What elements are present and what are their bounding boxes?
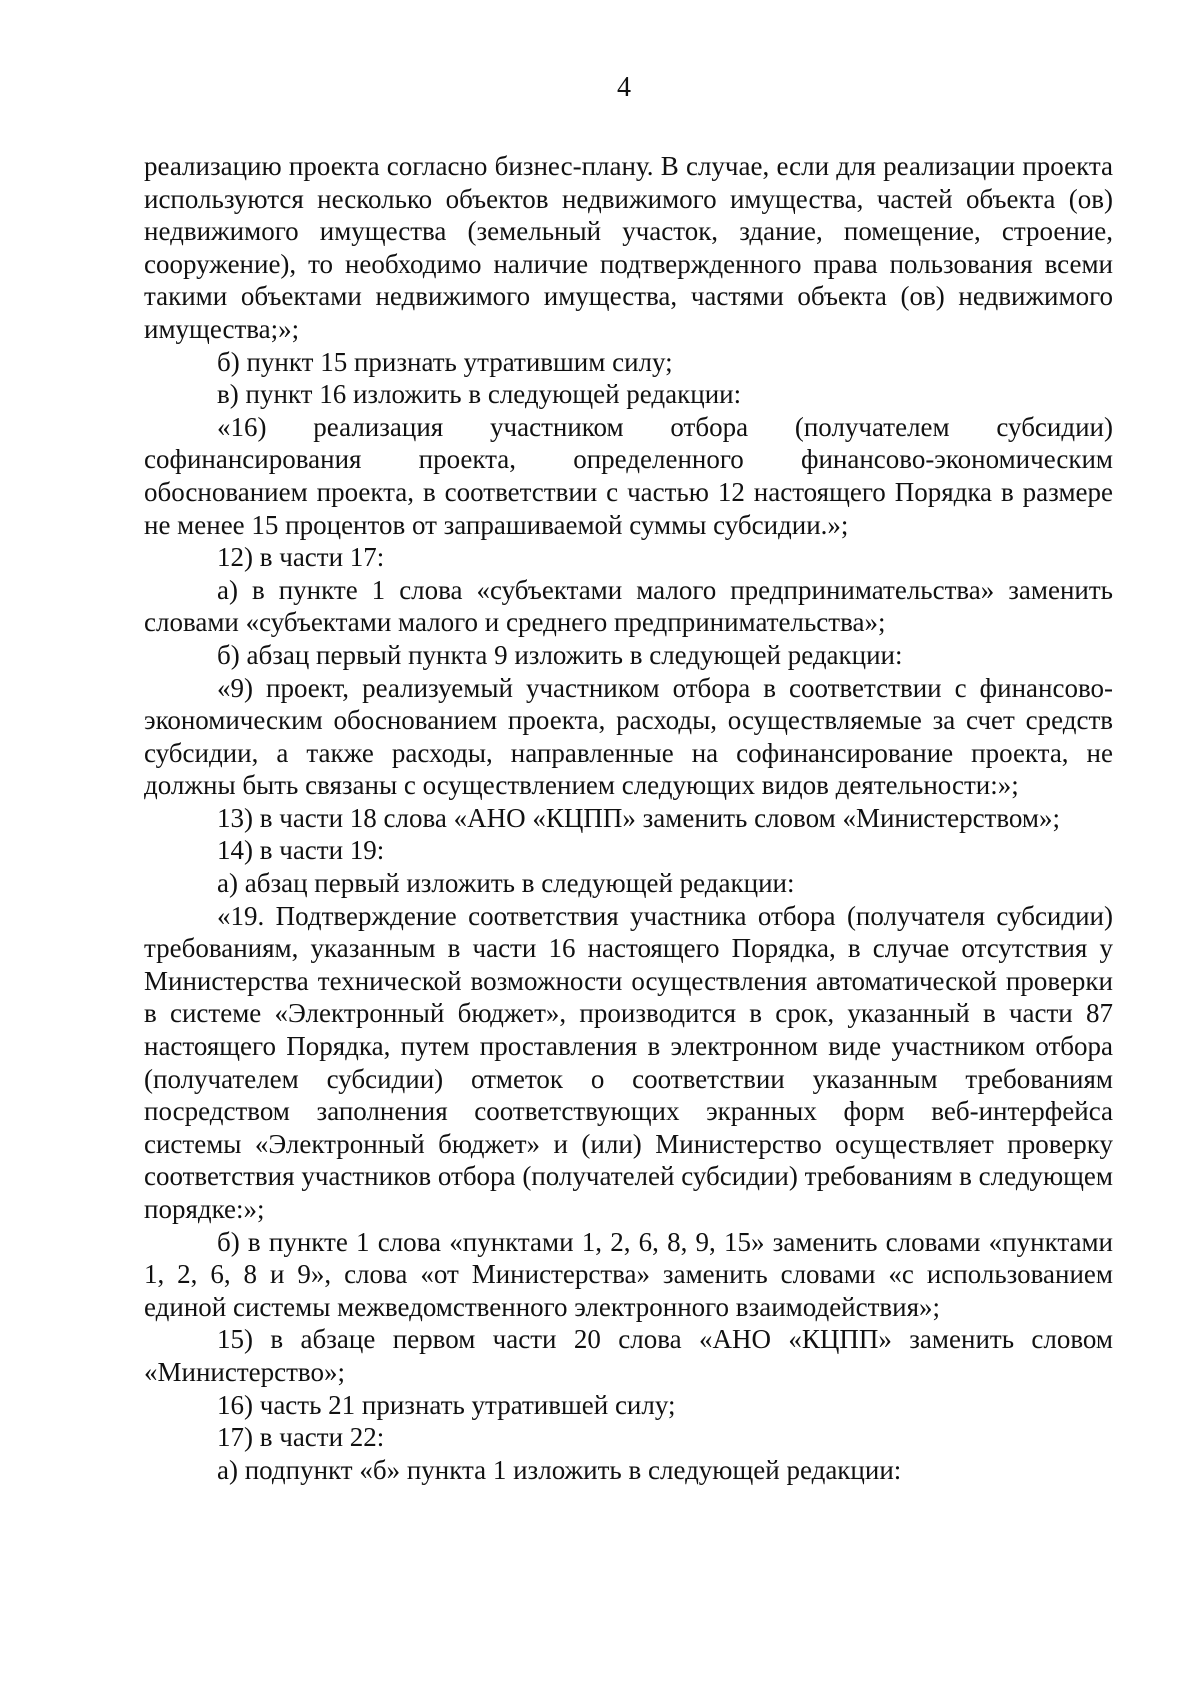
paragraph-item-a-17: а) в пункте 1 слова «субъектами малого предпринимательства» заменить словами «субъектами малого и среднего предпринимательства»; <box>144 574 1113 638</box>
paragraph-item-v-16: в) пункт 16 изложить в следующей редакции: <box>217 379 742 410</box>
paragraph-quote-19: «19. Подтверждение соответствия участника отбора (получателя субсидии) требованиям, указанным в части 16 настоящего Порядка, в случае отсутствия у Министерства технической возможности осуществления автоматической проверки в системе «Электронный бюджет», производится в срок, указанный в части 87 настоящего Порядка, путем проставления в электронном виде участником отбора (получателем субсидии) отметок о соответствии указанным требованиям посредством заполнения соответствующих экранных форм веб-интерфейса системы «Электронный бюджет» и (или) Министерство осуществляет проверку соответствия участников отбора (получателей субсидии) требованиям в следующем порядке:»; <box>144 900 1113 1224</box>
paragraph-item-b-15: б) пункт 15 признать утратившим силу; <box>217 346 673 377</box>
paragraph-item-a-19: а) абзац первый изложить в следующей редакции: <box>217 868 795 899</box>
paragraph-item-17: 17) в части 22: <box>217 1422 385 1453</box>
paragraph-item-13: 13) в части 18 слова «АНО «КЦПП» заменить словом «Министерством»; <box>217 802 1060 833</box>
paragraph-quote-16: «16) реализация участником отбора (получателем субсидии) софинансирования проекта, определенного финансово-экономическим обоснованием проекта, в соответствии с частью 12 настоящего Порядка в размере не менее 15 процентов от запрашиваемой суммы субсидии.»; <box>144 411 1113 540</box>
document-body <box>144 150 1113 1486</box>
paragraph-item-b-17: б) абзац первый пункта 9 изложить в следующей редакции: <box>217 639 903 670</box>
paragraph-item-14: 14) в части 19: <box>217 835 385 866</box>
paragraph-item-15: 15) в абзаце первом части 20 слова «АНО «КЦПП» заменить словом «Министерство»; <box>144 1324 1113 1387</box>
paragraph-continuation: реализацию проекта согласно бизнес-плану. В случае, если для реализации проекта используются несколько объектов недвижимого имущества, частей объекта (ов) недвижимого имущества (земельный участок, здание, помещение, строение, сооружение), то необходимо наличие подтвержденного права пользования всеми такими объектами недвижимого имущества, частями объекта (ов) недвижимого имущества;»; <box>144 151 1113 344</box>
page-number: 4 <box>617 72 631 103</box>
paragraph-item-a-22: а) подпункт «б» пункта 1 изложить в следующей редакции: <box>217 1454 902 1485</box>
paragraph-item-16: 16) часть 21 признать утратившей силу; <box>217 1389 676 1420</box>
paragraph-item-b-19: б) в пункте 1 слова «пунктами 1, 2, 6, 8, 9, 15» заменить словами «пунктами 1, 2, 6, 8 и 9», слова «от Министерства» заменить словами «с использованием единой системы межведомственного электронного взаимодействия»; <box>144 1226 1113 1322</box>
paragraph-item-12: 12) в части 17: <box>217 542 385 573</box>
paragraph-quote-9: «9) проект, реализуемый участником отбора в соответствии с финансово-экономическим обоснованием проекта, расходы, осуществляемые за счет средств субсидии, а также расходы, направленные на софинансирование проекта, не должны быть связаны с осуществлением следующих видов деятельности:»; <box>144 672 1113 801</box>
